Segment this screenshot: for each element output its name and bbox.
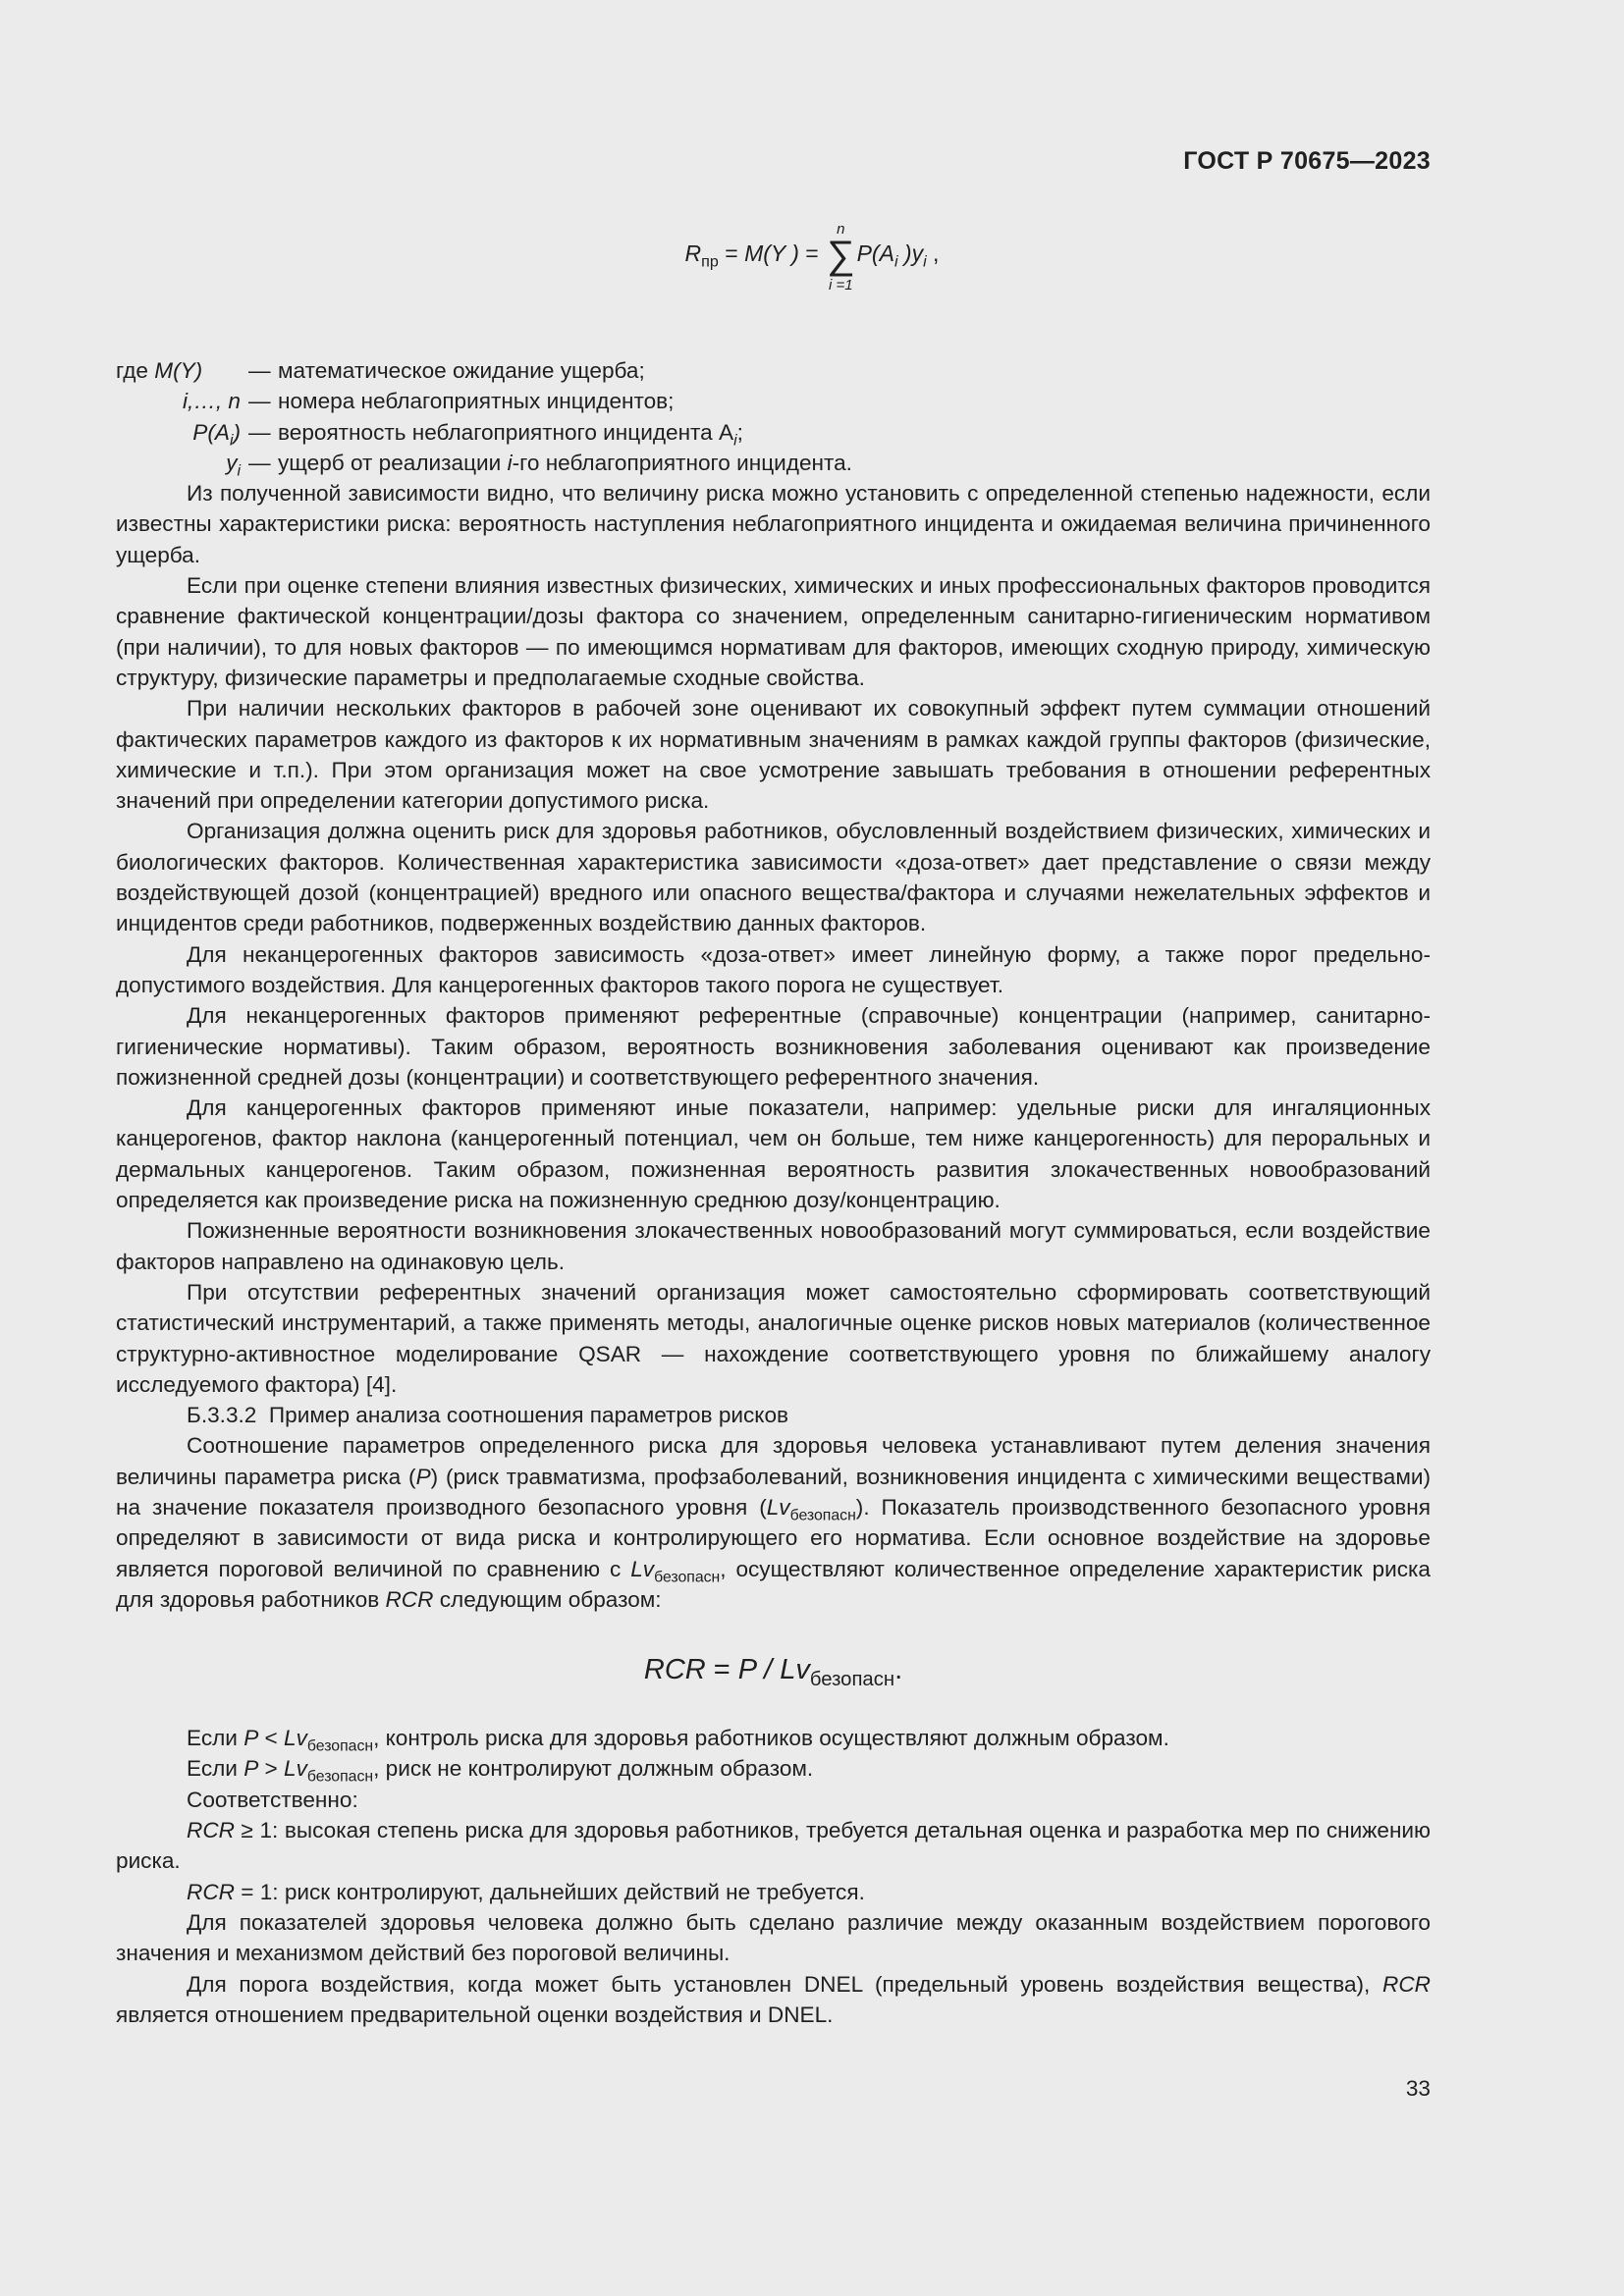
rcr-formula-tail: .: [894, 1654, 903, 1686]
section-title: Пример анализа соотношения параметров рисков: [268, 1403, 789, 1428]
formula-eq2: =: [798, 240, 826, 267]
dnel-paragraph: [116, 1969, 1431, 2031]
rcr-formula-lv: Lv: [780, 1654, 810, 1686]
condition-op: >: [258, 1756, 285, 1782]
condition-text: , контроль риска для здоровья работников осуществляют должным образом.: [373, 1726, 1169, 1751]
formula-term-sub: i: [893, 252, 898, 271]
paragraph: При отсутствии референтных значений организация может самостоятельно сформировать соответствующий статистический инструментарий, а также применять методы, аналогичные оценке рисков новых материалов (количественное структурно-активностное моделирование QSAR — нахождение соответствующего уровня по ближайшему аналогу исследуемого фактора) [4].: [116, 1279, 1431, 1397]
definition-symbol: [116, 417, 248, 448]
rcr-formula: [116, 1650, 1431, 1689]
page-number: 33: [1405, 2076, 1431, 2101]
ratio-text-b: ) (риск травматизма, профзаболеваний, возникновения инцидента с химическими веществами) на значение показателя производного безопасного уровня (: [116, 1464, 1431, 1520]
definition-sym-main: y: [226, 450, 238, 475]
dnel-text-a: Для порога воздействия, когда может быть установлен DNEL (предельный уровень воздействия вещества),: [187, 1971, 1383, 1997]
paragraph: Организация должна оценить риск для здоровья работников, обусловленный воздействием физических, химических и биологических факторов. Количественная характеристика зависимости «доза-ответ» дает представление о связи между воздействующей дозой (концентрацией) вредного или опасного вещества/фактора и случаями нежелательных эффектов и инцидентов среди работников, подверженных воздействию данных факторов.: [116, 819, 1431, 936]
definition-text-b: -го неблагоприятного инцидента.: [512, 450, 852, 475]
ratio-lv2-sub: безопасн: [654, 1569, 721, 1586]
paragraph: Из полученной зависимости видно, что величину риска можно установить с определенной степенью надежности, если известны характеристики риска: вероятность наступления неблагоприятного инцидента и ожидаемая величина причиненного ущерба.: [116, 481, 1431, 567]
rcr-formula-slash: /: [756, 1654, 781, 1686]
ratio-lv-sub: безопасн: [789, 1507, 856, 1524]
dnel-rcr: RCR: [1382, 1971, 1431, 1997]
section-number: Б.3.3.2: [187, 1403, 257, 1428]
paragraph: Для канцерогенных факторов применяют иные показатели, например: удельные риски для ингаляционных канцерогенов, фактор наклона (канцерогенный потенциал, чем он больше, тем ниже канцерогенность) для пероральных и дермальных канцерогенов. Таким образом, пожизненная вероятность развития злокачественных новообразований определяется как произведение риска на пожизненную среднюю дозу/концентрацию.: [116, 1095, 1431, 1213]
definition-symbol: [116, 448, 248, 478]
dnel-text-b: является отношением предварительной оценки воздействия и DNEL.: [116, 2002, 834, 2027]
paragraph: Для показателей здоровья человека должно быть сделано различие между оказанным воздействием порогового значения и механизмом действий без пороговой величины.: [116, 1909, 1431, 1966]
condition-p: P: [244, 1726, 259, 1751]
rcr-formula-eq: =: [705, 1654, 738, 1686]
paragraph: При наличии нескольких факторов в рабочей зоне оценивают их совокупный эффект путем суммации отношений фактических параметров каждого из факторов к их нормативным значениям в рамках каждой группы факторов (физические, химические и т.п.). При этом организация может на свое усмотрение завышать требования в отношении референтных значений при определении категории допустимого риска.: [116, 696, 1431, 814]
formula-eq: =: [718, 240, 745, 267]
definition-row: [116, 417, 1431, 448]
sum-upper: n: [837, 221, 845, 238]
paragraph: Для неканцерогенных факторов зависимость «доза-ответ» имеет линейную форму, а также порог предельно-допустимого воздействия. Для канцерогенных факторов такого порога не существует.: [116, 941, 1431, 997]
paragraph: Для неканцерогенных факторов применяют референтные (справочные) концентрации (например, санитарно-гигиенические нормативы). Таким образом, вероятность возникновения заболевания оценивают как произведение пожизненной средней дозы (концентрации) и соответствующего референтного значения.: [116, 1003, 1431, 1090]
ratio-p: P: [415, 1464, 431, 1489]
risk-formula: [0, 221, 1624, 294]
definition-dash: —: [248, 419, 271, 445]
definition-text: номера неблагоприятных инцидентов;: [278, 389, 675, 414]
formula-expectation: M(Y ): [744, 240, 799, 267]
definition-row: [116, 448, 1431, 478]
document-header: ГОСТ Р 70675—2023: [1183, 147, 1431, 175]
section-heading: [116, 1400, 1431, 1430]
rcr-item-text: = 1: риск контролируют, дальнейших действий не требуется.: [234, 1879, 865, 1904]
ratio-text-c: ). Показатель производственного безопасного уровня определяют в зависимости от вида риска и контролирующего его норматива. Если основное воздействие на здоровье является пороговой величиной по сравнению с: [116, 1494, 1431, 1581]
definition-dash: —: [248, 358, 271, 383]
rcr-formula-lhs: RCR: [643, 1654, 706, 1686]
ratio-rcr: RCR: [385, 1586, 434, 1612]
definition-symbol: i,…, n: [182, 389, 241, 414]
formula-term-close: )y: [897, 240, 924, 267]
definition-text-a: ущерб от реализации: [278, 450, 508, 475]
ratio-text-e: следующим образом:: [433, 1586, 662, 1612]
condition-lv: Lv: [284, 1726, 307, 1751]
definition-text-sub: i: [733, 432, 737, 450]
definition-text-end: ;: [736, 419, 743, 445]
rcr-item-text: ≥ 1: высокая степень риска для здоровья работников, требуется детальная оценка и разработка мер по снижению риска.: [116, 1818, 1431, 1874]
sum-lower: i =1: [829, 277, 853, 294]
formula-lhs-sub: пр: [701, 252, 719, 271]
definition-sym-close: ): [233, 419, 241, 445]
definition-row: [116, 355, 1431, 386]
definition-symbol: [116, 355, 248, 386]
definition-prefix: где: [116, 358, 155, 383]
condition-prefix: Если: [187, 1756, 244, 1782]
condition-lv: Lv: [284, 1756, 307, 1782]
condition-op: <: [258, 1726, 285, 1751]
rcr-item: [116, 1877, 1431, 1907]
condition-lv-sub: безопасн: [306, 1737, 374, 1755]
document-body: [116, 355, 1431, 2030]
definition-sym-sub: i: [237, 462, 241, 480]
ratio-lv: Lv: [766, 1494, 790, 1520]
definition-text-i: i: [507, 450, 513, 475]
accordingly-line: Соответственно:: [187, 1787, 358, 1812]
formula-y-sub: i: [923, 252, 927, 271]
condition-text: , риск не контролируют должным образом.: [373, 1756, 814, 1782]
condition-line: [116, 1753, 1431, 1784]
paragraph: Если при оценке степени влияния известных физических, химических и иных профессиональных факторов проводится сравнение фактической концентрации/дозы фактора со значением, определенным санитарно-гигиеническим нормативом (при наличии), то для новых факторов — по имеющимся нормативам для факторов, имеющих сходную природу, химическую структуру, физические параметры и предполагаемые сходные свойства.: [116, 573, 1431, 690]
rcr-formula-p: P: [737, 1654, 757, 1686]
condition-line: [116, 1723, 1431, 1753]
ratio-text-a: Соотношение параметров определенного риска для здоровья человека устанавливают путем деления значения величины параметра риска (: [116, 1433, 1431, 1489]
formula-tail: ,: [926, 240, 940, 267]
paragraph: Пожизненные вероятности возникновения злокачественных новообразований могут суммироваться, если воздействие факторов направлено на одинаковую цель.: [116, 1218, 1431, 1274]
condition-prefix: Если: [187, 1726, 244, 1751]
formula-lhs: R: [684, 240, 702, 267]
definition-text-main: вероятность неблагоприятного инцидента A: [278, 419, 734, 445]
definition-dash: —: [248, 450, 271, 475]
definition-sym-text: M(Y): [154, 358, 203, 383]
definition-sym-sub: i: [229, 432, 234, 450]
ratio-text-d: , осуществляют количественное определение характеристик риска для здоровья работников: [116, 1556, 1431, 1612]
definition-sym-main: P(A: [192, 419, 230, 445]
definition-dash: —: [248, 389, 271, 414]
definition-text: [278, 417, 1431, 448]
definition-row: [116, 386, 1431, 416]
ratio-lv2: Lv: [630, 1556, 655, 1581]
definition-text: математическое ожидание ущерба;: [278, 358, 645, 383]
definition-text: [278, 448, 1431, 478]
ratio-paragraph: [116, 1430, 1431, 1615]
rcr-item-label: RCR: [187, 1818, 235, 1843]
condition-p: P: [244, 1756, 259, 1782]
rcr-item: [116, 1815, 1431, 1877]
rcr-item-label: RCR: [187, 1879, 235, 1904]
condition-lv-sub: безопасн: [306, 1769, 374, 1786]
rcr-formula-lv-sub: безопасн: [809, 1669, 895, 1691]
formula-term: P(A: [856, 240, 894, 267]
sum-symbol: ∑ n i =1: [827, 221, 855, 294]
